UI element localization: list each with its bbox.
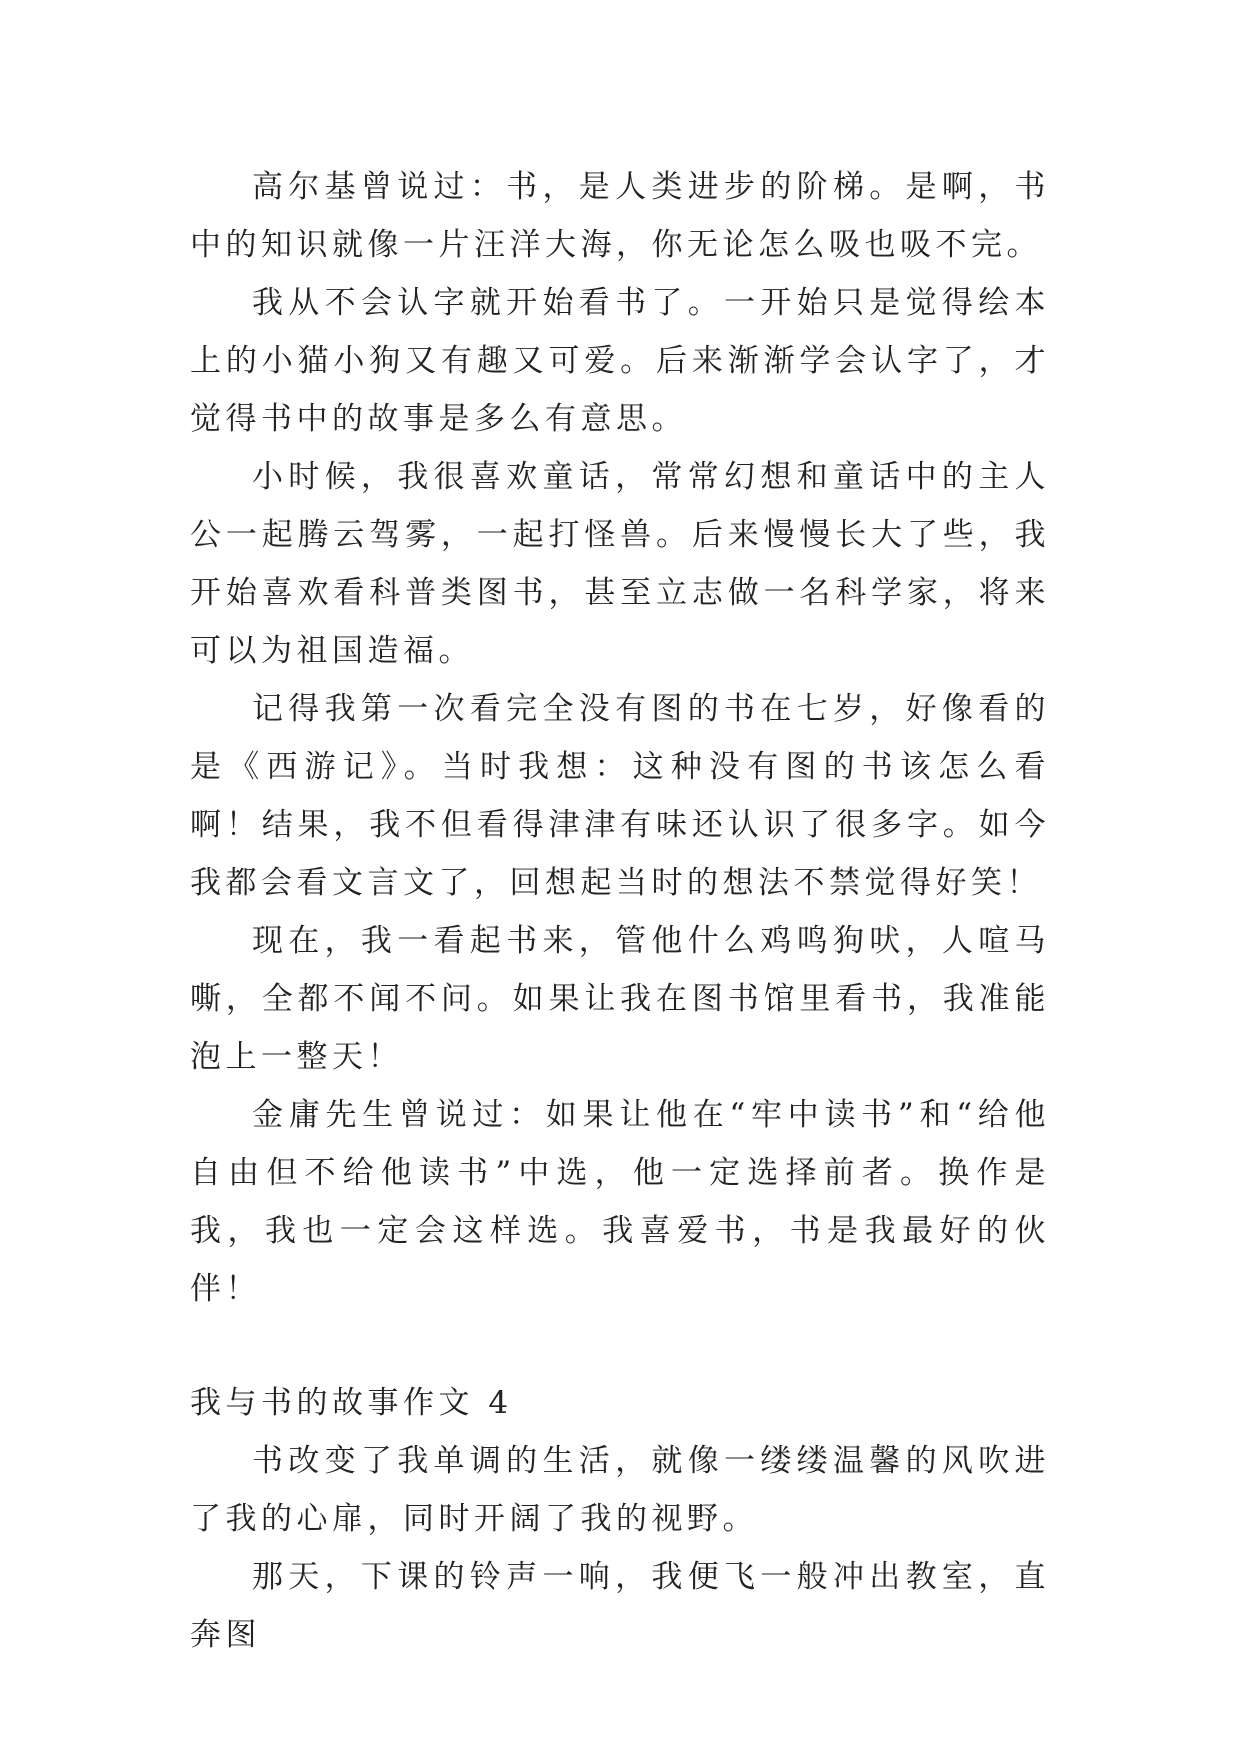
essay-heading: 我与书的故事作文 4 <box>190 1385 513 1421</box>
paragraph-book-changed-life: 书改变了我单调的生活，就像一缕缕温馨的风吹进了我的心扉，同时开阔了我的视野。 <box>190 1443 1050 1537</box>
paragraph-jin-yong-quote: 金庸先生曾说过：如果让他在“牢中读书”和“给他自由但不给他读书”中选，他一定选择前者。换作是我，我也一定会这样选。我喜爱书，书是我最好的伙伴！ <box>190 1097 1050 1307</box>
essay-body <box>190 158 1050 1664</box>
paragraph-gorky-quote: 高尔基曾说过：书，是人类进步的阶梯。是啊，书中的知识就像一片汪洋大海，你无论怎么吸也吸不完。 <box>190 169 1050 263</box>
paragraph-fairy-tales: 小时候，我很喜欢童话，常常幻想和童话中的主人公一起腾云驾雾，一起打怪兽。后来慢慢长大了些，我开始喜欢看科普类图书，甚至立志做一名科学家，将来可以为祖国造福。 <box>190 459 1050 669</box>
paragraph-journey-west: 记得我第一次看完全没有图的书在七岁，好像看的是《西游记》。当时我想：这种没有图的书该怎么看啊！结果，我不但看得津津有味还认识了很多字。如今我都会看文言文了，回想起当时的想法不禁觉得好笑！ <box>190 691 1050 901</box>
paragraph-early-reading: 我从不会认字就开始看书了。一开始只是觉得绘本上的小猫小狗又有趣又可爱。后来渐渐学会认字了，才觉得书中的故事是多么有意思。 <box>190 285 1050 437</box>
paragraph-class-bell: 那天，下课的铃声一响，我便飞一般冲出教室，直奔图 <box>190 1559 1050 1653</box>
paragraph-absorbed-reading: 现在，我一看起书来，管他什么鸡鸣狗吠，人喧马嘶，全都不闻不问。如果让我在图书馆里看书，我准能泡上一整天！ <box>190 923 1050 1075</box>
